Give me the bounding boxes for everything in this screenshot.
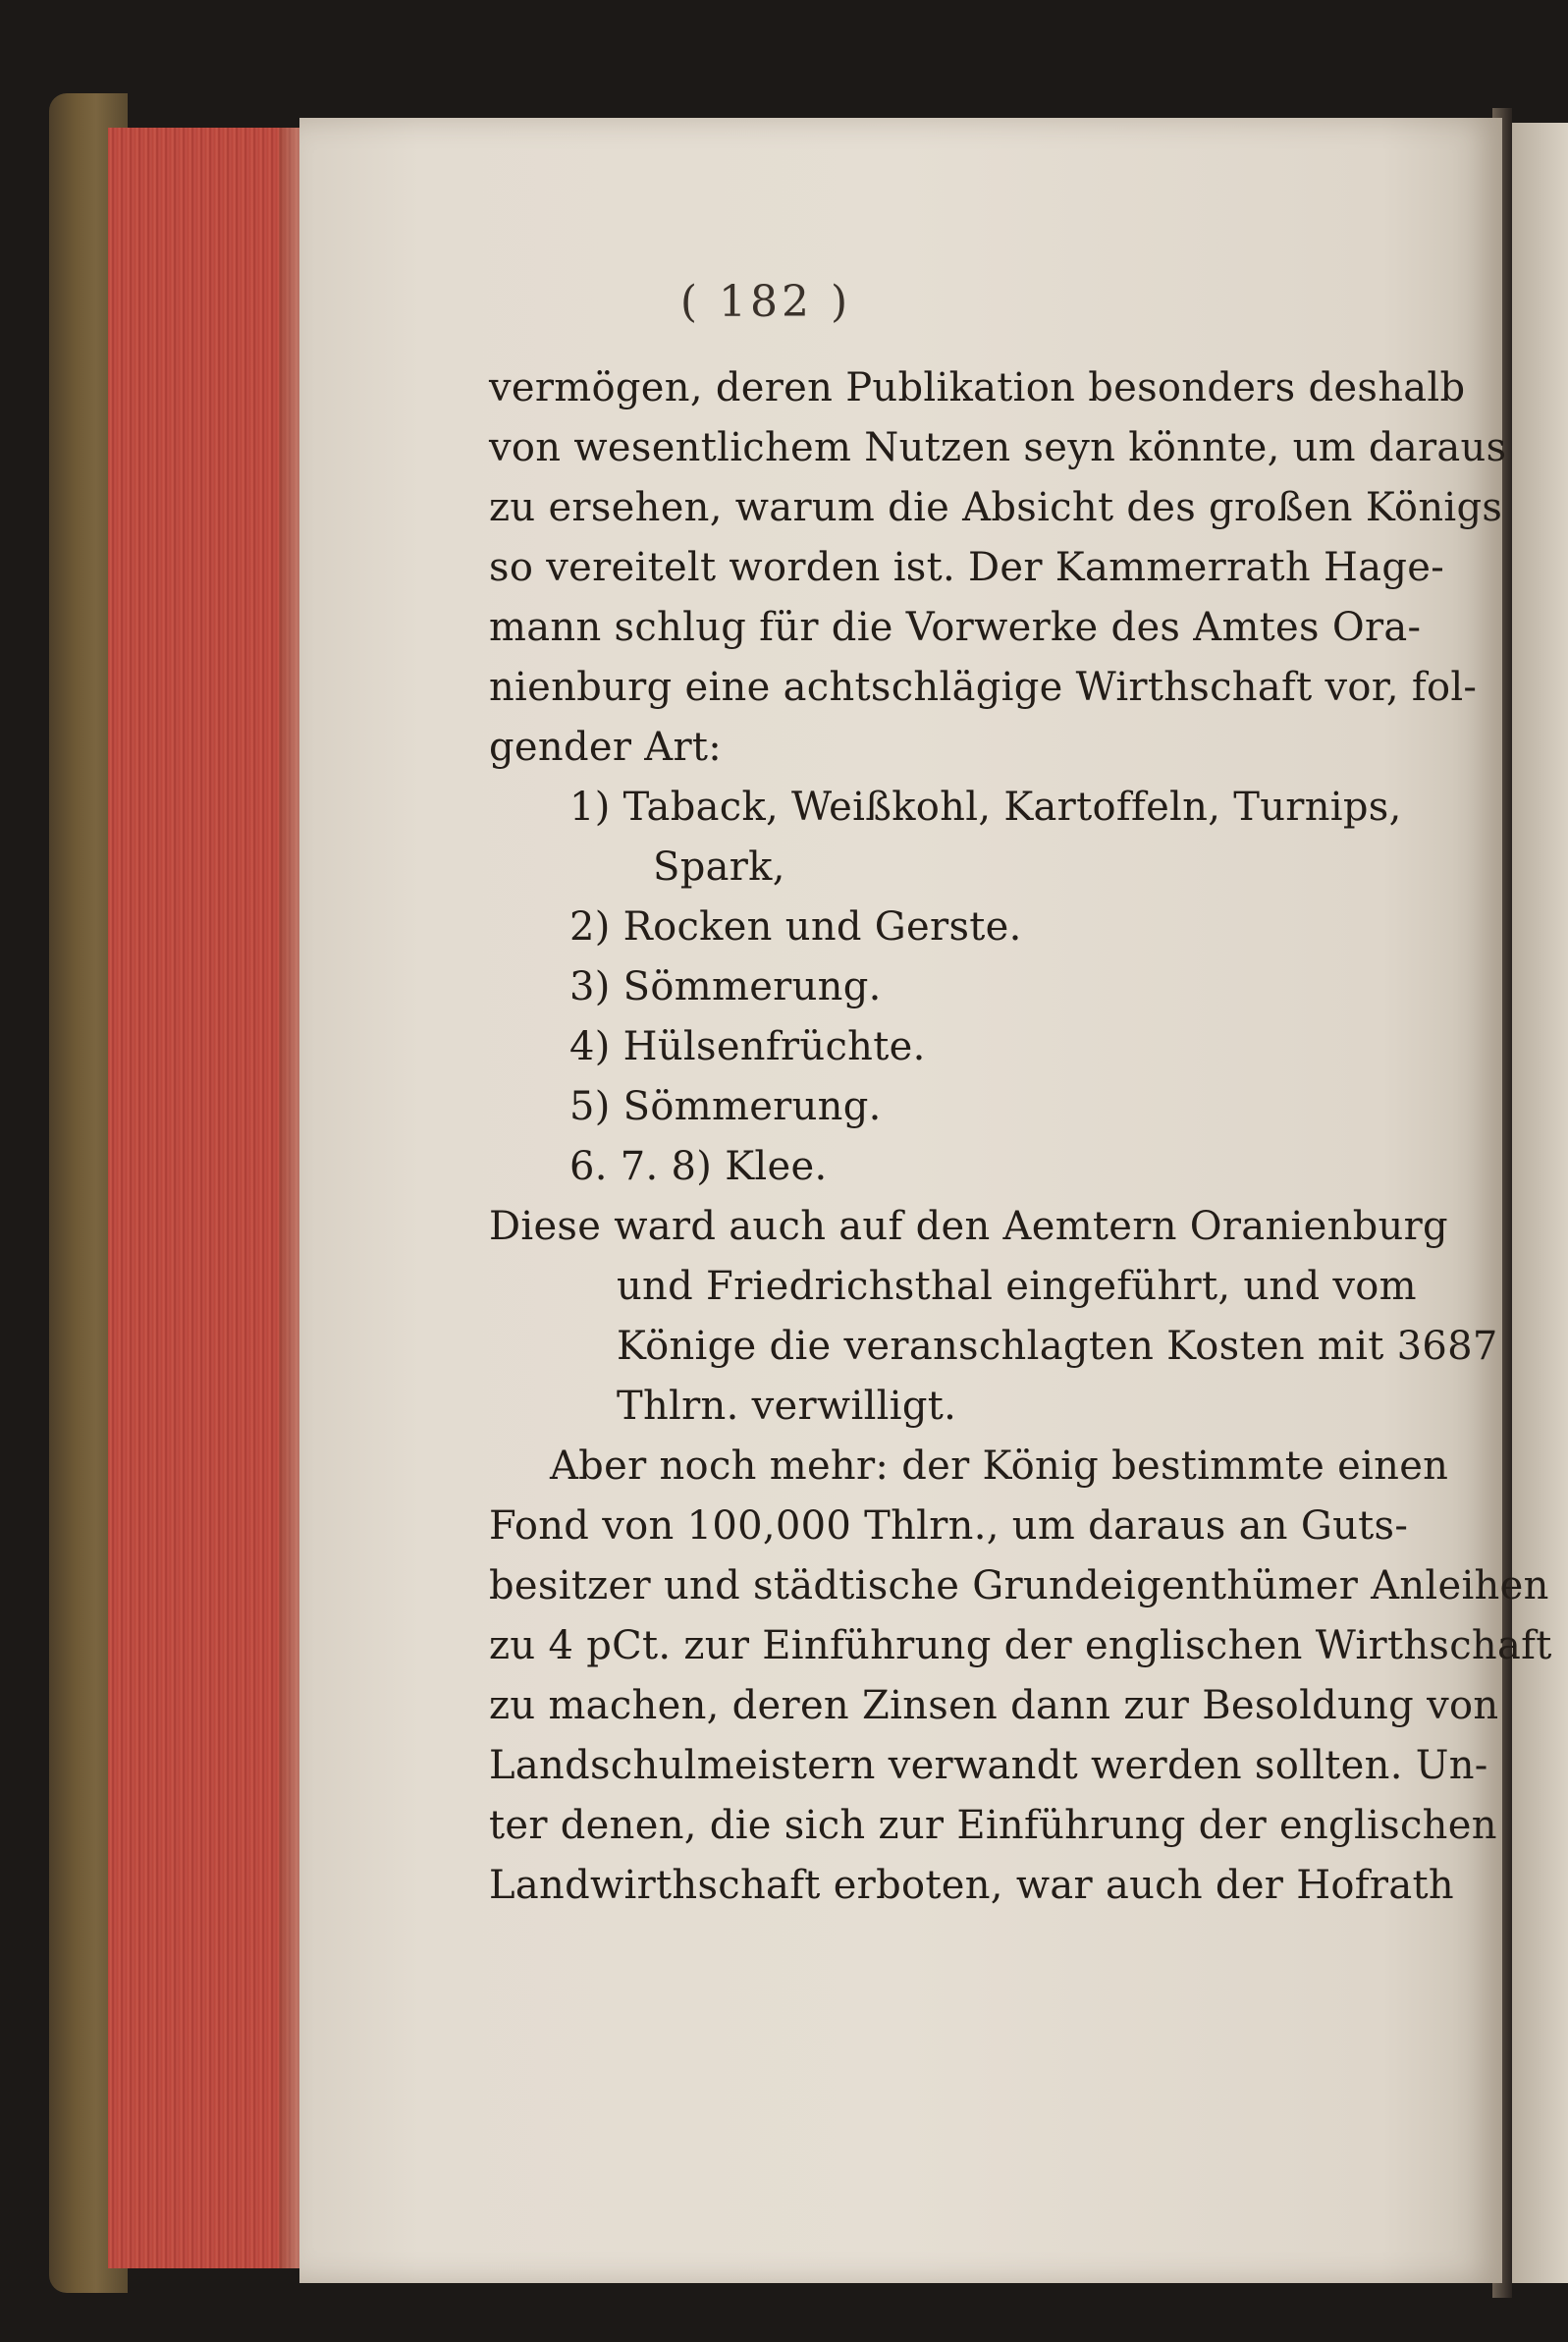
text-line: Landwirthschaft erboten, war auch der Hofrath xyxy=(489,1863,1454,1908)
text-line: ter denen, die sich zur Einführung der englischen xyxy=(489,1803,1497,1848)
text-line: besitzer und städtische Grundeigenthümer Anleihen xyxy=(489,1563,1549,1608)
text-line: zu ersehen, warum die Absicht des großen Königs xyxy=(489,485,1503,530)
text-line: Aber noch mehr: der König bestimmte einen xyxy=(550,1443,1449,1489)
text-line: gender Art: xyxy=(489,725,723,770)
text-line: Könige die veranschlagten Kosten mit 3687 xyxy=(617,1324,1498,1369)
list-item: 1) Taback, Weißkohl, Kartoffeln, Turnips, xyxy=(569,785,1402,830)
list-item-continuation: Spark, xyxy=(653,844,785,890)
text-line: vermögen, deren Publikation besonders deshalb xyxy=(489,365,1466,410)
text-line: zu machen, deren Zinsen dann zur Besoldung von xyxy=(489,1683,1499,1728)
text-line: von wesentlichem Nutzen seyn könnte, um daraus xyxy=(489,425,1507,470)
list-item: 5) Sömmerung. xyxy=(569,1084,882,1129)
text-line: Thlrn. verwilligt. xyxy=(617,1384,957,1429)
list-item: 6. 7. 8) Klee. xyxy=(569,1144,828,1189)
list-item: 3) Sömmerung. xyxy=(569,964,882,1009)
text-line: nienburg eine achtschlägige Wirthschaft vor, fol- xyxy=(489,665,1478,710)
list-item: 4) Hülsenfrüchte. xyxy=(569,1024,926,1069)
text-line: zu 4 pCt. zur Einführung der englischen Wirthschaft xyxy=(489,1623,1552,1668)
list-item: 2) Rocken und Gerste. xyxy=(569,904,1022,950)
text-line: so vereitelt worden ist. Der Kammerrath Hage- xyxy=(489,545,1445,590)
text-line: Landschulmeistern verwandt werden sollten. Un- xyxy=(489,1743,1488,1788)
text-line: mann schlug für die Vorwerke des Amtes Ora- xyxy=(489,605,1422,650)
text-line: Fond von 100,000 Thlrn., um daraus an Guts- xyxy=(489,1503,1409,1549)
page-number-header: ( 182 ) xyxy=(679,277,852,327)
text-line: und Friedrichsthal eingeführt, und vom xyxy=(617,1264,1417,1309)
text-line: Diese ward auch auf den Aemtern Oranienburg xyxy=(489,1204,1448,1249)
